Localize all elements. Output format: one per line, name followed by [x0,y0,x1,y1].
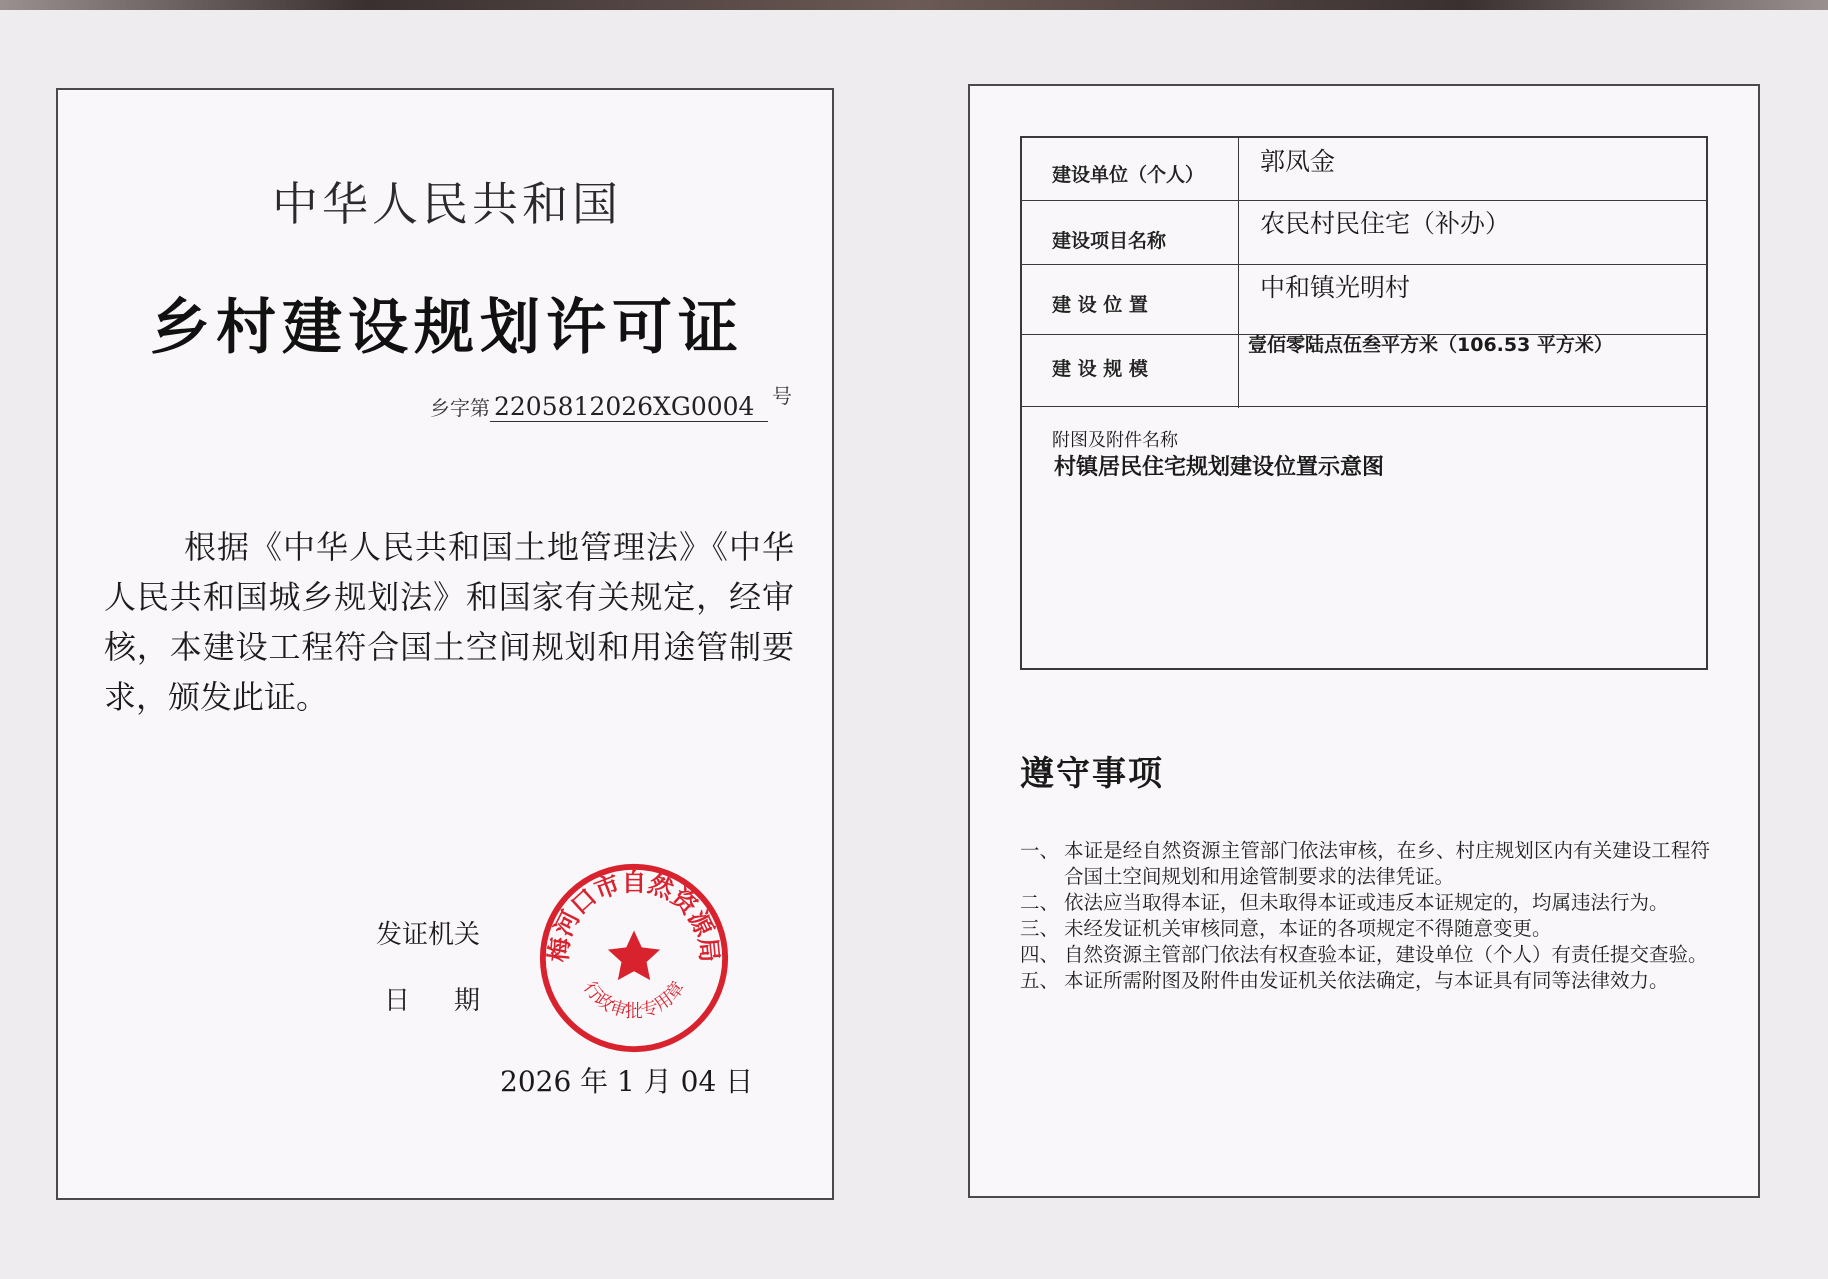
permit-number-line [430,380,792,422]
issue-date: 2026 年 1 月 04 日 [500,1065,754,1098]
permit-title: 乡村建设规划许可证 [150,293,744,363]
table-row [1022,200,1706,265]
rule-text: 依法应当取得本证，但未取得本证或违反本证规定的，均属违法行为。 [1064,891,1669,914]
photo-top-edge [0,0,1828,10]
rule-text: 未经发证机关审核同意，本证的各项规定不得随意变更。 [1064,917,1552,940]
rule-number: 五、 [1020,969,1060,992]
project-info-table [1020,136,1708,670]
permit-prefix: 乡字第 [430,396,490,420]
field-value: 郭凤金 [1260,147,1336,176]
list-item [1020,968,1710,994]
seal-bottom-text: 行政审批专用章 [579,978,689,1023]
table-row [1022,138,1706,201]
list-item [1020,838,1710,890]
permit-suffix: 号 [772,384,792,408]
permit-back-page [968,84,1760,1198]
seal-star-icon [608,931,660,981]
rule-text: 本证是经自然资源主管部门依法审核，在乡、村庄规划区内有关建设工程符合国土空间规划和用途管制要求的法律凭证。 [1064,839,1710,888]
attachments-label: 附图及附件名称 [1052,430,1178,451]
date-label: 日期 [384,986,525,1016]
rule-text: 自然资源主管部门依法有权查验本证，建设单位（个人）有责任提交查验。 [1064,943,1708,966]
permit-body-text: 根据《中华人民共和国土地管理法》《中华人民共和国城乡规划法》和国家有关规定，经审核，本建设工程符合国土空间规划和用途管制要求，颁发此证。 [104,528,794,716]
list-item [1020,890,1710,916]
list-item [1020,942,1710,968]
country-name: 中华人民共和国 [272,177,622,231]
rule-number: 三、 [1020,917,1060,940]
field-label: 建 设 规 模 [1052,358,1148,380]
field-label: 建 设 位 置 [1052,294,1148,316]
field-value: 中和镇光明村 [1260,273,1411,302]
permit-number: 2205812026XG0004 [490,392,768,422]
attachments-value: 村镇居民住宅规划建设位置示意图 [1054,455,1385,480]
rule-number: 四、 [1020,943,1060,966]
issuer-label: 发证机关 [376,920,481,950]
table-row [1022,264,1706,335]
field-value: 壹佰零陆点伍叁平方米（106.53 平方米） [1248,334,1613,356]
field-label: 建设项目名称 [1052,230,1167,252]
field-label: 建设单位（个人） [1052,164,1205,186]
official-seal-stamp [536,860,732,1056]
rules-heading: 遵守事项 [1020,754,1164,794]
rule-number: 二、 [1020,891,1060,914]
seal-top-text: 梅河口市自然资源局 [543,867,725,964]
permit-front-page [56,88,834,1200]
rule-number: 一、 [1020,839,1060,862]
field-value: 农民村民住宅（补办） [1260,209,1511,238]
svg-text:行政审批专用章 [579,977,689,1022]
table-row [1022,334,1706,407]
list-item [1020,916,1710,942]
rules-list [1020,838,1710,994]
rule-text: 本证所需附图及附件由发证机关依法确定，与本证具有同等法律效力。 [1064,969,1669,992]
